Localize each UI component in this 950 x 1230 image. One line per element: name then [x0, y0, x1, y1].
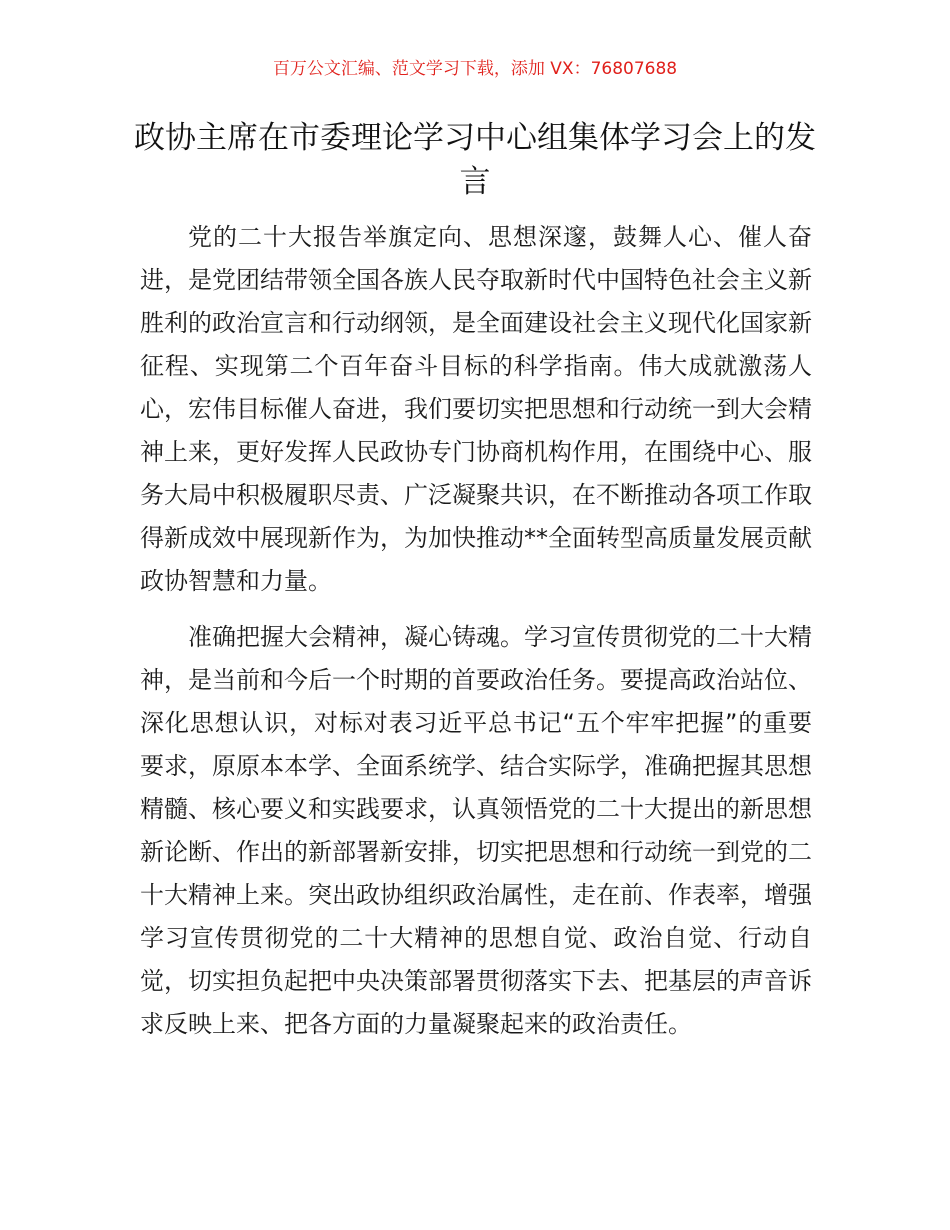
document-title: 政协主席在市委理论学习中心组集体学习会上的发言 [134, 120, 816, 200]
document-body [140, 216, 812, 1059]
paragraph-1: 党的二十大报告举旗定向、思想深邃，鼓舞人心、催人奋进，是党团结带领全国各族人民夺取新时代中国特色社会主义新胜利的政治宣言和行动纲领，是全面建设社会主义现代化国家新征程、实现第二个百年奋斗目标的科学指南。伟大成就激荡人心，宏伟目标催人奋进，我们要切实把思想和行动统一到大会精神上来，更好发挥人民政协专门协商机构作用，在围绕中心、服务大局中积极履职尽责、广泛凝聚共识，在不断推动各项工作取得新成效中展现新作为，为加快推动**全面转型高质量发展贡献政协智慧和力量。 [140, 223, 812, 595]
header-promo-note: 百万公文汇编、范文学习下载，添加 VX：76807688 [272, 59, 678, 79]
paragraph-2: 准确把握大会精神，凝心铸魂。学习宣传贯彻党的二十大精神，是当前和今后一个时期的首要政治任务。要提高政治站位、深化思想认识，对标对表习近平总书记“五个牢牢把握”的重要要求，原原本本学、全面系统学、结合实际学，准确把握其思想精髓、核心要义和实践要求，认真领悟党的二十大提出的新思想新论断、作出的新部署新安排，切实把思想和行动统一到党的二十大精神上来。突出政协组织政治属性，走在前、作表率，增强学习宣传贯彻党的二十大精神的思想自觉、政治自觉、行动自觉，切实担负起把中央决策部署贯彻落实下去、把基层的声音诉求反映上来、把各方面的力量凝聚起来的政治责任。 [140, 623, 812, 1038]
